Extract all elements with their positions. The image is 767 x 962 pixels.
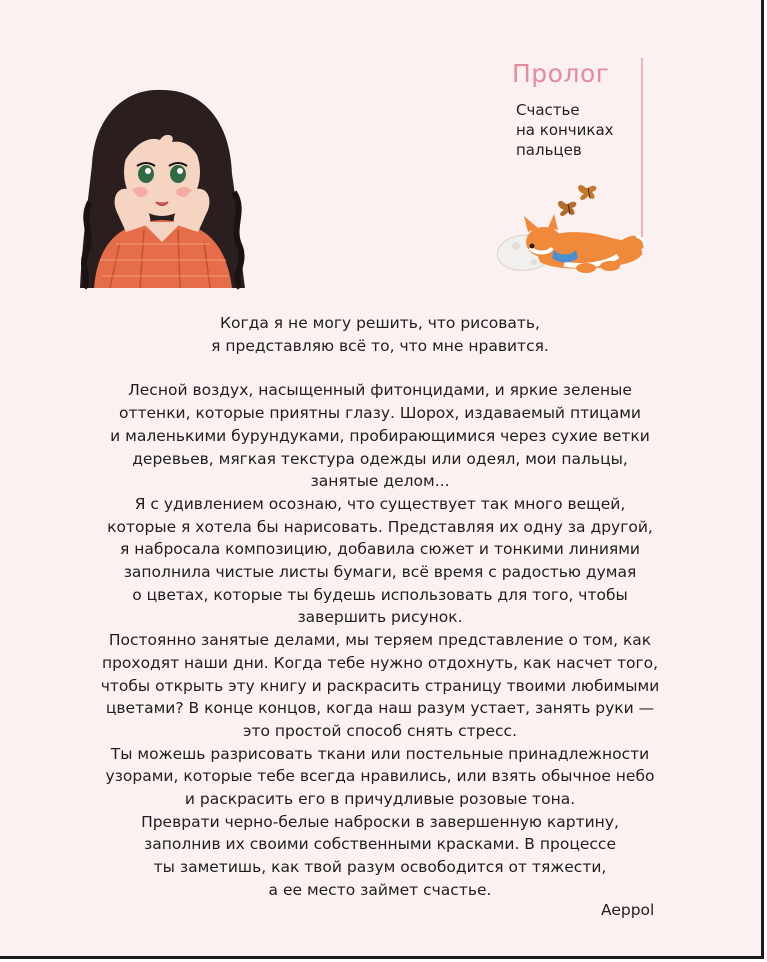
text-line: Ты можешь разрисовать ткани или постельные принадлежности	[110, 744, 650, 763]
text-line: а ее место займет счастье.	[268, 880, 492, 899]
title-block	[512, 58, 647, 160]
text-line: ты заметишь, как твой разум освободится от тяжести,	[153, 858, 607, 877]
text-line: завершить рисунок.	[297, 608, 463, 627]
text-line: проходят наши дни. Когда тебе нужно отдохнуть, как насчет того,	[101, 653, 659, 672]
text-line: Когда я не могу решить, что рисовать,	[220, 314, 540, 332]
text-line: чтобы открыть эту книгу и раскрасить страницу твоими любимыми	[100, 676, 660, 695]
text-line: оттенки, которые приятны глазу. Шорох, издаваемый птицами	[118, 404, 641, 423]
text-line: о цветах, которые ты будешь использовать для того, чтобы	[132, 585, 628, 604]
text-line: и раскрасить его в причудливые розовые тона.	[184, 790, 576, 809]
intro-paragraph	[60, 312, 700, 357]
text-line: занятые делом...	[310, 472, 450, 491]
fox-illustration	[494, 176, 646, 286]
text-line: которые я хотела бы нарисовать. Представляя их одну за другой,	[107, 517, 653, 536]
main-paragraph	[60, 379, 700, 901]
text-line: это простой способ снять стресс.	[242, 721, 518, 740]
text-line: Преврати черно-белые наброски в завершенную картину,	[141, 812, 619, 831]
girl-illustration	[80, 82, 245, 290]
butterfly-icon	[558, 201, 576, 216]
text-line: узорами, которые тебе всегда нравились, или взять обычное небо	[105, 767, 655, 786]
page-subtitle: Счастье на кончиках пальцев	[516, 101, 614, 159]
text-line: цветами? В конце концов, когда наш разум устает, занять руки —	[105, 699, 655, 718]
text-line: Лесной воздух, насыщенный фитонцидами, и яркие зеленые	[128, 381, 632, 400]
text-line: заполнила чистые листы бумаги, всё время с радостью думая	[123, 563, 637, 582]
text-line: Я с удивлением осознаю, что существует так много вещей,	[134, 494, 626, 513]
page-title: Пролог	[512, 59, 610, 88]
text-line: Постоянно занятые делами, мы теряем представление о том, как	[108, 631, 652, 650]
body-text	[60, 312, 700, 902]
text-line: и маленькими бурундуками, пробирающимися через сухие ветки	[110, 426, 650, 445]
text-line: деревьев, мягкая текстура одежды или одеял, мои пальцы,	[132, 449, 628, 468]
text-line: я набросала композицию, добавила сюжет и тонкими линиями	[120, 540, 640, 559]
text-line: заполнив их своими собственными красками. В процессе	[144, 835, 616, 854]
butterfly-icon	[578, 185, 596, 200]
text-line: я представляю всё то, что мне нравится.	[211, 336, 549, 355]
author-signature: Aeppol	[601, 901, 655, 919]
